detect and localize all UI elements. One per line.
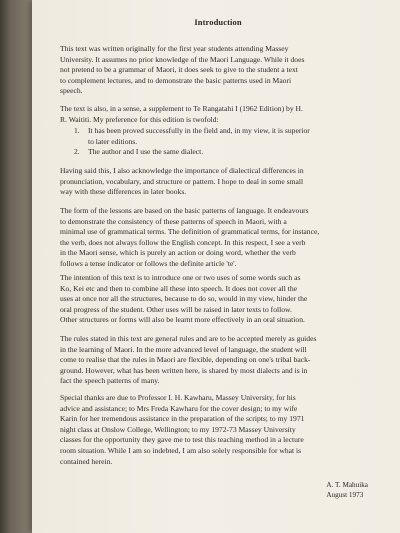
text-line: minimal use of grammatical terms. The definition of grammatical terms, for instance, — [60, 227, 320, 237]
signature-block — [326, 480, 368, 500]
text-line: the verb, does not always follow the English concept. In this respect, I see a verb — [60, 237, 306, 247]
paragraph-2 — [60, 104, 386, 125]
author-name: A. T. Mahuika — [326, 481, 368, 489]
text-line: in the learning of Maori. In the more advanced level of language, the student will — [60, 344, 307, 354]
text-line: oral progress of the student. Other uses will be raised in later texts to follow. — [60, 304, 292, 314]
text-line: R. Waititi. My preference for this edition is twofold: — [60, 114, 219, 124]
list-item — [60, 147, 386, 158]
text-line: fact the speech patterns of many. — [60, 376, 160, 386]
text-line: night class at Onslow College, Wellington; to my 1972-73 Massey University — [60, 424, 296, 434]
text-line: advice and assistance; to Mrs Freda Kawharu for the cover design; to my wife — [60, 403, 298, 413]
text-line: Having said this, I also acknowledge the importance of dialectical differences in — [60, 166, 304, 175]
text-line: to demonstrate the consistency of these patterns of speech in Maori, with a — [60, 216, 287, 226]
text-line: way with these differences in later books. — [60, 187, 187, 197]
list-number: 1. — [74, 126, 80, 135]
list-item — [60, 126, 386, 147]
text-line: The intention of this text is to introduce one or two uses of some words such as — [60, 273, 301, 282]
text-line: pronunciation, vocabulary, and structure or pattern. I hope to deal in some small — [60, 176, 304, 186]
text-line: The form of the lessons are based on the basic patterns of language. It endeavours — [60, 206, 309, 215]
text-line: uses at once nor all the structures, because to do so, would in my view, hinder the — [60, 294, 308, 304]
list-text: The author and I use the same dialect. — [88, 147, 204, 157]
text-line: classes for the opportunity they gave me to test this teaching method in a lecture — [60, 435, 304, 445]
list-number: 2. — [74, 147, 80, 157]
paragraph-1 — [60, 44, 386, 97]
paragraph-6 — [60, 334, 386, 387]
numbered-list — [60, 126, 386, 158]
text-line: to complement lectures, and to demonstrate the basic patterns used in Maori — [60, 75, 292, 85]
paragraph-4 — [60, 206, 386, 270]
paragraph-5 — [60, 273, 386, 326]
text-line: in the Maori sense, which is purely an action or doing word, whether the verb — [60, 248, 296, 258]
text-line: come to realise that the rules in Maori are flexible, depending on one's tribal back- — [60, 355, 311, 365]
text-line: This text was written originally for the first year students attending Massey — [60, 44, 289, 53]
text-line: follows a tense indicator or follows the definite article 'te'. — [60, 258, 237, 268]
text-line: The text is also, in a sense, a supplement to Te Rangatahi I (1962 Edition) by H. — [60, 104, 303, 113]
list-text: to later editions. — [88, 136, 138, 146]
text-line: not pretend to be a grammar of Maori, it does seek to give to the student a text — [60, 65, 298, 75]
text-line: Ko, Kei etc and then to combine all these into speech. It does not cover all the — [60, 283, 298, 293]
page-title: Introduction — [194, 17, 242, 27]
text-line: room situation. While I am so indebted, I am also solely responsible for what is — [60, 445, 302, 455]
text-line: ground. However, what has been written here, is shared by most dialects and is in — [60, 365, 308, 375]
text-line: Other structures or forms will also be learnt more effectively in an oral situation. — [60, 315, 305, 325]
signature-date: August 1973 — [326, 491, 364, 499]
text-line: University. It assumes no prior knowledge of the Maori Language. While it does — [60, 54, 305, 64]
paragraph-7 — [60, 393, 386, 467]
text-line: Special thanks are due to Professor I. H. Kawharu, Massey University, for his — [60, 393, 296, 402]
book-page — [32, 0, 400, 533]
paragraph-3 — [60, 166, 386, 198]
list-text: It has been proved successfully in the field and, in my view, it is superior — [88, 126, 310, 135]
text-line: The rules stated in this text are general rules and are to be accepted merely as guides — [60, 334, 317, 343]
text-line: contained herein. — [60, 456, 113, 466]
text-line: speech. — [60, 86, 83, 96]
text-line: Karin for her tremendous assistance in the preparation of the scripts; to my 1971 — [60, 414, 305, 424]
